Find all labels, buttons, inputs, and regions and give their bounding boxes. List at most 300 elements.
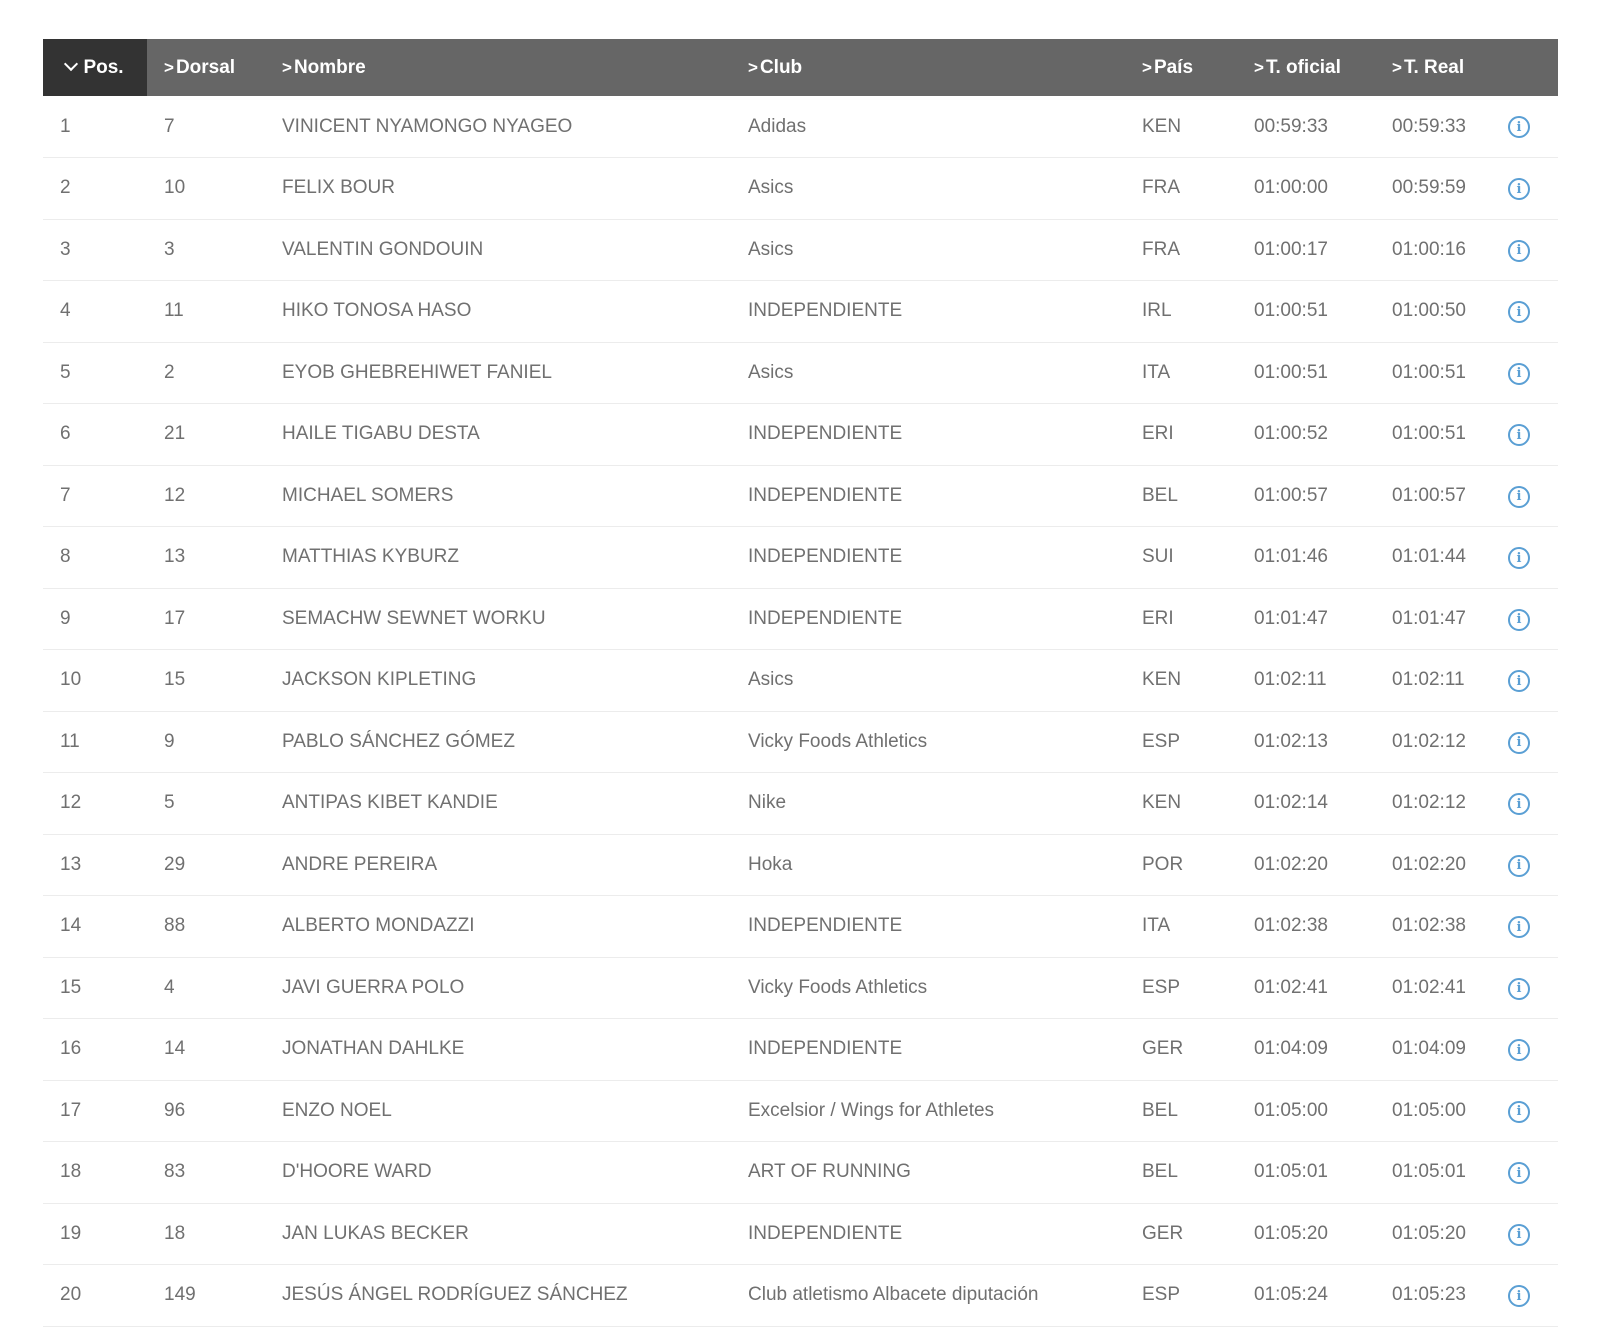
cell-bib-number-text: 15 [164, 669, 186, 691]
cell-position [43, 465, 147, 527]
cell-bib-number-text: 17 [164, 607, 186, 629]
cell-official-time [1237, 96, 1375, 158]
cell-official-time [1237, 1019, 1375, 1081]
cell-position [43, 896, 147, 958]
cell-country [1125, 1265, 1237, 1327]
chevron-right-icon: > [1254, 57, 1264, 77]
cell-real-time [1375, 96, 1495, 158]
cell-official-time-text: 01:05:01 [1254, 1161, 1328, 1183]
cell-club-text: Asics [748, 669, 794, 691]
cell-info [1495, 834, 1558, 896]
cell-country-text: ITA [1142, 361, 1171, 383]
cell-club [731, 1203, 1125, 1265]
cell-info [1495, 588, 1558, 650]
cell-club [731, 896, 1125, 958]
cell-runner-name [265, 896, 731, 958]
cell-info [1495, 1080, 1558, 1142]
sort-header-club[interactable] [731, 39, 1125, 96]
cell-runner-name [265, 1203, 731, 1265]
cell-club-text: INDEPENDIENTE [748, 423, 903, 445]
cell-info [1495, 342, 1558, 404]
cell-position [43, 650, 147, 712]
cell-country-text: ITA [1142, 915, 1171, 937]
cell-info [1495, 711, 1558, 773]
cell-position-text: 17 [60, 1099, 82, 1121]
sort-header-nombre[interactable] [265, 39, 731, 96]
cell-bib-number-text: 83 [164, 1161, 186, 1183]
header-row [43, 39, 1558, 96]
header-dorsal-label: Dorsal [175, 56, 236, 78]
cell-runner-name [265, 96, 731, 158]
cell-bib-number [147, 281, 265, 343]
cell-official-time-text: 01:02:38 [1254, 915, 1328, 937]
cell-club [731, 465, 1125, 527]
cell-runner-name [265, 158, 731, 220]
cell-country-text: ESP [1142, 1284, 1181, 1306]
cell-runner-name [265, 1265, 731, 1327]
table-row[interactable] [43, 1142, 1558, 1204]
cell-club-text: INDEPENDIENTE [748, 300, 903, 322]
table-row[interactable] [43, 834, 1558, 896]
cell-official-time [1237, 342, 1375, 404]
cell-club-text: Hoka [748, 853, 793, 875]
info-icon[interactable]: i [1508, 1101, 1530, 1123]
cell-real-time [1375, 1080, 1495, 1142]
cell-official-time-text: 01:00:00 [1254, 177, 1328, 199]
cell-official-time-text: 00:59:33 [1254, 115, 1328, 137]
cell-official-time [1237, 1203, 1375, 1265]
table-row[interactable] [43, 158, 1558, 220]
info-icon[interactable]: i [1508, 547, 1530, 569]
cell-runner-name-text: PABLO SÁNCHEZ GÓMEZ [282, 730, 515, 752]
cell-position [43, 1265, 147, 1327]
cell-runner-name [265, 342, 731, 404]
cell-position [43, 342, 147, 404]
info-icon[interactable]: i [1508, 609, 1530, 631]
cell-runner-name-text: VALENTIN GONDOUIN [282, 238, 484, 260]
cell-bib-number [147, 834, 265, 896]
cell-runner-name [265, 465, 731, 527]
cell-club [731, 281, 1125, 343]
cell-bib-number-text: 3 [164, 238, 175, 260]
cell-info [1495, 1019, 1558, 1081]
cell-bib-number-text: 29 [164, 853, 186, 875]
table-row[interactable] [43, 957, 1558, 1019]
cell-real-time-text: 01:02:41 [1392, 976, 1466, 998]
cell-club [731, 1142, 1125, 1204]
cell-bib-number [147, 896, 265, 958]
cell-country [1125, 527, 1237, 589]
cell-country-text: KEN [1142, 115, 1182, 137]
cell-real-time-text: 01:02:11 [1392, 669, 1465, 691]
cell-bib-number [147, 342, 265, 404]
cell-official-time [1237, 1080, 1375, 1142]
sort-header-pos[interactable] [43, 39, 147, 96]
cell-info [1495, 1142, 1558, 1204]
cell-bib-number [147, 1142, 265, 1204]
info-icon[interactable]: i [1508, 116, 1530, 138]
cell-bib-number [147, 465, 265, 527]
cell-runner-name [265, 711, 731, 773]
cell-club [731, 711, 1125, 773]
cell-real-time [1375, 527, 1495, 589]
cell-country [1125, 588, 1237, 650]
table-row[interactable] [43, 219, 1558, 281]
cell-position [43, 1142, 147, 1204]
cell-club [731, 1019, 1125, 1081]
cell-club [731, 158, 1125, 220]
table-row[interactable] [43, 650, 1558, 712]
info-icon[interactable]: i [1508, 855, 1530, 877]
cell-club [731, 650, 1125, 712]
cell-bib-number [147, 527, 265, 589]
cell-position-text: 7 [60, 484, 71, 506]
cell-real-time [1375, 650, 1495, 712]
cell-position [43, 773, 147, 835]
cell-official-time-text: 01:05:00 [1254, 1099, 1328, 1121]
cell-bib-number [147, 650, 265, 712]
cell-real-time [1375, 1019, 1495, 1081]
header-nombre-label: Nombre [293, 56, 366, 78]
cell-info [1495, 896, 1558, 958]
cell-country [1125, 404, 1237, 466]
cell-runner-name [265, 773, 731, 835]
cell-position [43, 1080, 147, 1142]
cell-club [731, 773, 1125, 835]
cell-info [1495, 219, 1558, 281]
cell-club-text: INDEPENDIENTE [748, 484, 903, 506]
cell-bib-number [147, 219, 265, 281]
info-icon[interactable]: i [1508, 732, 1530, 754]
cell-real-time [1375, 465, 1495, 527]
cell-real-time [1375, 957, 1495, 1019]
table-row[interactable] [43, 588, 1558, 650]
header-club-label: Club [759, 56, 803, 78]
cell-runner-name-text: JAN LUKAS BECKER [282, 1222, 469, 1244]
cell-bib-number [147, 957, 265, 1019]
cell-info [1495, 527, 1558, 589]
cell-country-text: SUI [1142, 546, 1174, 568]
info-icon[interactable]: i [1508, 486, 1530, 508]
cell-bib-number [147, 773, 265, 835]
cell-country [1125, 219, 1237, 281]
cell-bib-number-text: 10 [164, 177, 186, 199]
cell-club [731, 834, 1125, 896]
cell-bib-number [147, 404, 265, 466]
cell-bib-number-text: 11 [164, 300, 184, 322]
cell-runner-name-text: MATTHIAS KYBURZ [282, 546, 459, 568]
cell-position [43, 219, 147, 281]
cell-runner-name [265, 1080, 731, 1142]
table-row[interactable] [43, 711, 1558, 773]
info-icon[interactable]: i [1508, 1224, 1530, 1246]
cell-runner-name [265, 957, 731, 1019]
cell-club [731, 342, 1125, 404]
sort-header-dorsal[interactable] [147, 39, 265, 96]
cell-runner-name [265, 834, 731, 896]
cell-real-time [1375, 711, 1495, 773]
cell-bib-number [147, 1203, 265, 1265]
cell-real-time [1375, 773, 1495, 835]
cell-country-text: POR [1142, 853, 1184, 875]
cell-real-time-text: 01:02:12 [1392, 730, 1466, 752]
cell-real-time [1375, 281, 1495, 343]
header-t-real-label: T. Real [1403, 56, 1465, 78]
cell-real-time-text: 01:04:09 [1392, 1038, 1466, 1060]
cell-runner-name-text: ALBERTO MONDAZZI [282, 915, 475, 937]
cell-country [1125, 158, 1237, 220]
cell-position-text: 1 [60, 115, 71, 137]
cell-real-time-text: 01:02:38 [1392, 915, 1466, 937]
cell-position [43, 1203, 147, 1265]
cell-official-time-text: 01:02:11 [1254, 669, 1327, 691]
table-row[interactable] [43, 96, 1558, 158]
cell-bib-number [147, 158, 265, 220]
cell-official-time [1237, 404, 1375, 466]
cell-country [1125, 957, 1237, 1019]
cell-runner-name-text: D'HOORE WARD [282, 1161, 432, 1183]
cell-runner-name [265, 650, 731, 712]
cell-real-time-text: 01:00:50 [1392, 300, 1466, 322]
info-icon[interactable]: i [1508, 1162, 1530, 1184]
cell-runner-name-text: JACKSON KIPLETING [282, 669, 477, 691]
cell-info [1495, 404, 1558, 466]
results-table [43, 39, 1558, 1327]
cell-bib-number [147, 1019, 265, 1081]
cell-position [43, 588, 147, 650]
results-table-header [43, 39, 1558, 96]
cell-position-text: 2 [60, 177, 71, 199]
cell-bib-number-text: 18 [164, 1222, 186, 1244]
cell-official-time [1237, 465, 1375, 527]
cell-runner-name-text: ENZO NOEL [282, 1099, 392, 1121]
cell-club [731, 404, 1125, 466]
info-icon[interactable]: i [1508, 301, 1530, 323]
cell-position-text: 16 [60, 1038, 82, 1060]
info-icon[interactable]: i [1508, 424, 1530, 446]
cell-real-time [1375, 1265, 1495, 1327]
cell-bib-number-text: 2 [164, 361, 175, 383]
cell-official-time [1237, 1265, 1375, 1327]
info-icon[interactable]: i [1508, 978, 1530, 1000]
cell-position [43, 404, 147, 466]
cell-real-time [1375, 588, 1495, 650]
chevron-right-icon: > [1392, 57, 1402, 77]
cell-club-text: INDEPENDIENTE [748, 915, 903, 937]
cell-bib-number-text: 9 [164, 730, 175, 752]
cell-club [731, 1265, 1125, 1327]
table-row[interactable] [43, 1203, 1558, 1265]
cell-runner-name [265, 588, 731, 650]
cell-position [43, 834, 147, 896]
cell-position [43, 527, 147, 589]
cell-bib-number-text: 4 [164, 976, 175, 998]
cell-country [1125, 834, 1237, 896]
cell-position-text: 20 [60, 1284, 82, 1306]
cell-bib-number-text: 7 [164, 115, 175, 137]
cell-runner-name-text: ANTIPAS KIBET KANDIE [282, 792, 498, 814]
cell-official-time [1237, 158, 1375, 220]
cell-official-time-text: 01:02:41 [1254, 976, 1328, 998]
cell-position-text: 5 [60, 361, 71, 383]
cell-info [1495, 773, 1558, 835]
cell-bib-number-text: 88 [164, 915, 186, 937]
cell-official-time-text: 01:04:09 [1254, 1038, 1328, 1060]
cell-club [731, 957, 1125, 1019]
results-table-container [43, 39, 1558, 1327]
cell-official-time [1237, 773, 1375, 835]
cell-country [1125, 1080, 1237, 1142]
cell-position-text: 8 [60, 546, 71, 568]
cell-country-text: KEN [1142, 669, 1182, 691]
cell-country-text: IRL [1142, 300, 1172, 322]
cell-official-time-text: 01:00:52 [1254, 423, 1328, 445]
cell-country-text: FRA [1142, 177, 1180, 199]
cell-country [1125, 711, 1237, 773]
cell-position-text: 12 [60, 792, 82, 814]
cell-official-time-text: 01:02:20 [1254, 853, 1328, 875]
cell-country-text: FRA [1142, 238, 1180, 260]
cell-bib-number-text: 12 [164, 484, 186, 506]
cell-real-time-text: 01:05:20 [1392, 1222, 1466, 1244]
cell-position [43, 711, 147, 773]
info-icon[interactable]: i [1508, 916, 1530, 938]
cell-real-time [1375, 1142, 1495, 1204]
cell-club-text: Nike [748, 792, 787, 814]
cell-info [1495, 1265, 1558, 1327]
cell-country-text: ESP [1142, 976, 1181, 998]
cell-real-time [1375, 896, 1495, 958]
cell-country [1125, 1203, 1237, 1265]
cell-club-text: Excelsior / Wings for Athletes [748, 1099, 995, 1121]
cell-club-text: ART OF RUNNING [748, 1161, 911, 1183]
cell-runner-name-text: ANDRE PEREIRA [282, 853, 438, 875]
cell-country-text: BEL [1142, 484, 1178, 506]
cell-info [1495, 650, 1558, 712]
table-row[interactable] [43, 1080, 1558, 1142]
cell-runner-name-text: MICHAEL SOMERS [282, 484, 454, 506]
header-t-oficial-label: T. oficial [1265, 56, 1341, 78]
cell-official-time [1237, 219, 1375, 281]
cell-club-text: Vicky Foods Athletics [748, 730, 928, 752]
table-row[interactable] [43, 773, 1558, 835]
cell-position-text: 19 [60, 1222, 82, 1244]
cell-official-time [1237, 281, 1375, 343]
cell-runner-name-text: SEMACHW SEWNET WORKU [282, 607, 546, 629]
cell-country [1125, 773, 1237, 835]
info-icon[interactable]: i [1508, 178, 1530, 200]
cell-position-text: 11 [60, 730, 80, 752]
cell-official-time [1237, 896, 1375, 958]
cell-position-text: 14 [60, 915, 82, 937]
table-row[interactable] [43, 342, 1558, 404]
info-icon[interactable]: i [1508, 793, 1530, 815]
table-row[interactable] [43, 281, 1558, 343]
results-table-body [43, 96, 1558, 1326]
chevron-right-icon: > [1142, 57, 1152, 77]
cell-real-time [1375, 342, 1495, 404]
sort-header-t-real[interactable] [1375, 39, 1495, 96]
cell-club [731, 219, 1125, 281]
chevron-right-icon: > [748, 57, 758, 77]
cell-club-text: INDEPENDIENTE [748, 546, 903, 568]
cell-bib-number-text: 21 [164, 423, 186, 445]
cell-real-time-text: 00:59:59 [1392, 177, 1466, 199]
info-icon[interactable]: i [1508, 240, 1530, 262]
cell-real-time-text: 01:05:23 [1392, 1284, 1466, 1306]
cell-runner-name [265, 1019, 731, 1081]
header-pos-label: Pos. [83, 56, 124, 78]
cell-runner-name-text: HAILE TIGABU DESTA [282, 423, 480, 445]
cell-real-time-text: 01:02:12 [1392, 792, 1466, 814]
cell-real-time [1375, 834, 1495, 896]
cell-bib-number [147, 1080, 265, 1142]
cell-position-text: 18 [60, 1161, 82, 1183]
cell-bib-number-text: 149 [164, 1284, 196, 1306]
cell-runner-name [265, 281, 731, 343]
cell-real-time-text: 01:05:01 [1392, 1161, 1466, 1183]
cell-club-text: Vicky Foods Athletics [748, 976, 928, 998]
cell-official-time-text: 01:01:47 [1254, 607, 1328, 629]
sort-header-pais[interactable] [1125, 39, 1237, 96]
info-icon[interactable]: i [1508, 1285, 1530, 1307]
cell-country [1125, 465, 1237, 527]
cell-country-text: BEL [1142, 1161, 1178, 1183]
cell-runner-name-text: FELIX BOUR [282, 177, 395, 199]
table-row[interactable] [43, 1019, 1558, 1081]
cell-position-text: 3 [60, 238, 71, 260]
cell-position [43, 158, 147, 220]
cell-position [43, 957, 147, 1019]
cell-runner-name [265, 527, 731, 589]
cell-club-text: INDEPENDIENTE [748, 1222, 903, 1244]
cell-bib-number-text: 14 [164, 1038, 186, 1060]
cell-info [1495, 96, 1558, 158]
cell-bib-number-text: 96 [164, 1099, 186, 1121]
header-info-spacer [1495, 39, 1558, 96]
cell-runner-name [265, 404, 731, 466]
cell-info [1495, 465, 1558, 527]
cell-real-time-text: 01:00:51 [1392, 361, 1466, 383]
cell-real-time [1375, 158, 1495, 220]
table-row[interactable] [43, 1265, 1558, 1327]
cell-runner-name [265, 1142, 731, 1204]
cell-official-time [1237, 834, 1375, 896]
info-icon[interactable]: i [1508, 1039, 1530, 1061]
cell-position [43, 281, 147, 343]
cell-official-time-text: 01:02:14 [1254, 792, 1328, 814]
cell-position [43, 96, 147, 158]
table-row[interactable] [43, 896, 1558, 958]
cell-club-text: Club atletismo Albacete diputación [748, 1284, 1039, 1306]
cell-official-time-text: 01:05:20 [1254, 1222, 1328, 1244]
info-icon[interactable]: i [1508, 363, 1530, 385]
header-pais-label: País [1153, 56, 1194, 78]
info-icon[interactable]: i [1508, 670, 1530, 692]
cell-club-text: INDEPENDIENTE [748, 1038, 903, 1060]
cell-country [1125, 650, 1237, 712]
sort-header-t-oficial[interactable] [1237, 39, 1375, 96]
cell-info [1495, 957, 1558, 1019]
table-row[interactable] [43, 465, 1558, 527]
table-row[interactable] [43, 404, 1558, 466]
chevron-down-icon [64, 56, 78, 70]
cell-bib-number [147, 96, 265, 158]
table-row[interactable] [43, 527, 1558, 589]
cell-club [731, 527, 1125, 589]
cell-runner-name-text: JAVI GUERRA POLO [282, 976, 465, 998]
cell-real-time-text: 01:00:51 [1392, 423, 1466, 445]
